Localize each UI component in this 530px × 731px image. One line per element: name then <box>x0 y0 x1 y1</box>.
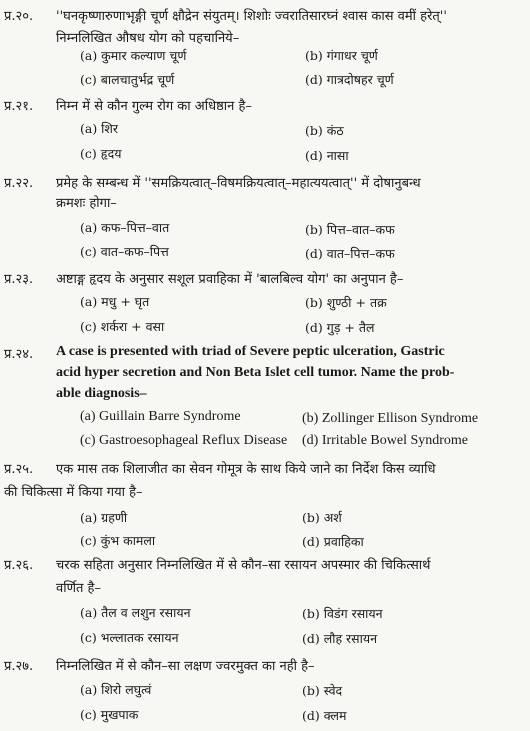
question-number: प्र.२२. <box>4 176 34 191</box>
option-d: (d) वात–पित्त–कफ <box>305 246 395 261</box>
option-c: (c) Gastroesophageal Reflux Disease <box>80 433 288 448</box>
question-number: प्र.२४. <box>4 347 34 362</box>
option-a: (a) शिर <box>80 121 119 136</box>
question-text: प्रमेह के सम्बन्ध में ''समक्रियत्वात्–विषमक्रियत्वात्–महात्ययत्वात्'' में दोषानुबन्ध <box>56 176 421 191</box>
option-a: (a) शिरो लघुत्वं <box>80 682 152 697</box>
option-c: (c) भल्लातक रसायन <box>80 630 179 645</box>
option-c: (c) वात–कफ–पित्त <box>80 244 169 259</box>
option-b: (b) शुण्ठी + तक्र <box>305 295 387 310</box>
question-text: A case is presented with triad of Severe peptic ulceration, Gastric <box>56 344 445 359</box>
option-a: (a) कफ–पित्त–वात <box>80 220 170 235</box>
option-c: (c) कुंभ कामला <box>80 533 156 548</box>
question-text: चरक सहिता अनुसार निम्नलिखित में से कौन–सा रसायन अपस्मार की चिकित्सार्थ <box>56 558 431 573</box>
option-a: (a) Guillain Barre Syndrome <box>80 409 241 424</box>
question-text: able diagnosis– <box>56 386 147 401</box>
option-b: (b) कंठ <box>305 123 344 138</box>
question-number: प्र.२३. <box>4 272 34 287</box>
question-text: निम्न में से कौन गुल्म रोग का अधिष्ठान है– <box>56 99 252 114</box>
option-a: (a) मधु + घृत <box>80 294 150 309</box>
question-number: प्र.२७. <box>4 659 34 674</box>
option-a: (a) ग्रहणी <box>80 510 128 525</box>
question-number: प्र.२०. <box>4 9 34 24</box>
option-d: (d) क्लम <box>302 708 347 723</box>
option-b: (b) अर्श <box>302 510 342 525</box>
option-b: (b) पित्त–वात–कफ <box>305 222 395 237</box>
question-text: क्रमशः होगा– <box>56 196 117 211</box>
option-d: (d) Irritable Bowel Syndrome <box>302 433 469 448</box>
option-d: (d) प्रवाहिका <box>302 534 364 549</box>
option-a: (a) तैल व लशुन रसायन <box>80 605 191 620</box>
option-c: (c) शर्करा + वसा <box>80 319 165 334</box>
question-number: प्र.२१. <box>4 99 34 114</box>
option-c: (c) बालचातुर्भद्र चूर्ण <box>80 72 175 87</box>
question-text: एक मास तक शिलाजीत का सेवन गोमूत्र के साथ किये जाने का निर्देश किस व्याधि <box>56 462 436 477</box>
option-d: (d) गात्रदोषहर चूर्ण <box>305 72 394 87</box>
question-text: की चिकित्सा में किया गया है– <box>4 485 143 500</box>
question-text: ''घनकृष्णारुणाभृङ्गी चूर्ण क्षौद्रेन संयुतम्। शिशोः ज्वरातिसारघ्नं श्वास कास वमीं हरेत्'' <box>56 9 447 24</box>
question-number: प्र.२५. <box>4 462 34 477</box>
question-text: निम्नलिखित औषध योग को पहचानिये– <box>56 31 240 46</box>
option-c: (c) मुखपाक <box>80 707 139 722</box>
option-c: (c) हृदय <box>80 146 122 161</box>
option-b: (b) गंगाधर चूर्ण <box>305 48 378 63</box>
question-text: वर्णित है– <box>56 581 101 596</box>
question-text: निम्नलिखित में से कौन–सा लक्षण ज्वरमुक्त का नही है– <box>56 659 315 674</box>
option-b: (b) विडंग रसायन <box>302 606 383 621</box>
option-d: (d) लौह रसायन <box>302 631 378 646</box>
option-a: (a) कुमार कल्याण चूर्ण <box>80 48 187 63</box>
question-number: प्र.२६. <box>4 558 34 573</box>
option-b: (b) स्वेद <box>302 683 343 698</box>
question-text: acid hyper secretion and Non Beta Islet cell tumor. Name the prob- <box>56 365 455 380</box>
option-d: (d) नासा <box>305 148 349 163</box>
question-text: अष्टाङ्ग हृदय के अनुसार सशूल प्रवाहिका में 'बालबिल्व योग' का अनुपान है– <box>56 272 404 287</box>
option-b: (b) Zollinger Ellison Syndrome <box>302 411 479 426</box>
option-d: (d) गुड़ + तैल <box>305 320 375 335</box>
